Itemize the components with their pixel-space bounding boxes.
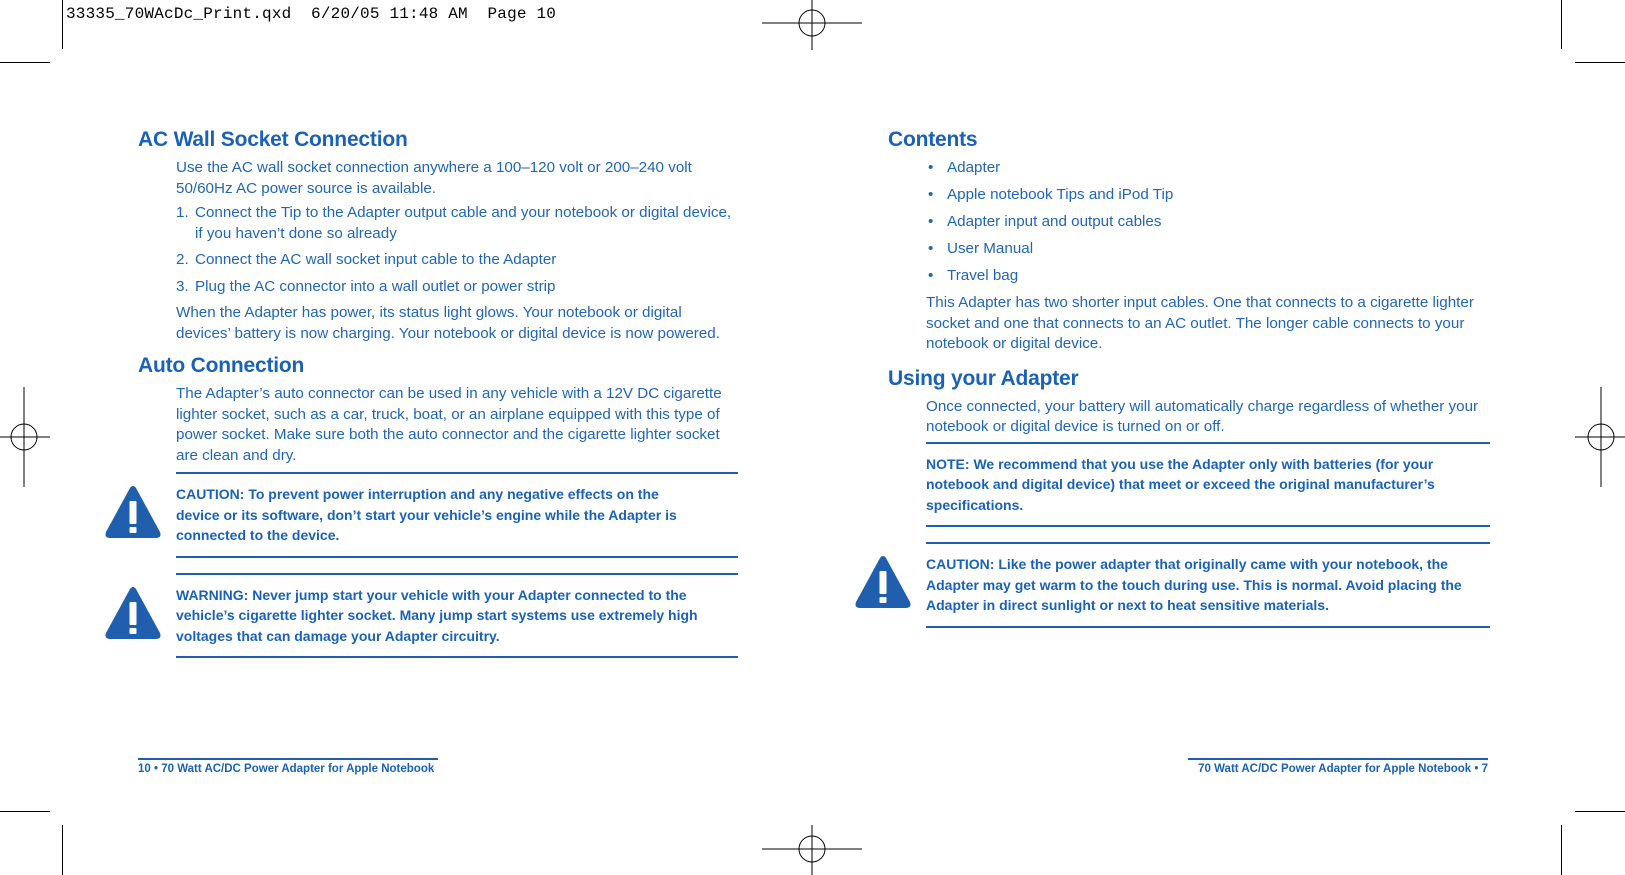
note-notice: NOTE: We recommend that you use the Adapter only with batteries (for your notebook and digital device) that meet or exceed the original manufacturer’s specifications. [926, 442, 1490, 528]
crop-mark [1575, 811, 1625, 812]
ac-result-text: When the Adapter has power, its status light glows. Your notebook or digital devices’ battery is now charging. Your notebook or digital device is now powered. [176, 304, 720, 342]
crop-mark [1561, 0, 1562, 49]
list-item: • Adapter input and output cables [928, 213, 1162, 230]
using-adapter-heading: Using your Adapter [888, 366, 1079, 390]
using-text: Once connected, your battery will automatically charge regardless of whether your notebook or digital device is turned on or off. [926, 397, 1479, 435]
list-item: 2. Connect the AC wall socket input cable to the Adapter [176, 251, 557, 268]
caution-notice: CAUTION: Like the power adapter that originally came with your notebook, the Adapter may get warm to the touch during use. This is normal. Avoid placing the Adapter in direct sunlight or next to heat sensitive materials. [926, 542, 1490, 628]
ac-wall-heading: AC Wall Socket Connection [138, 128, 408, 151]
list-item: 3. Plug the AC connector into a wall outlet or power strip [176, 277, 556, 295]
list-item: • Travel bag [928, 267, 1019, 284]
right-page [888, 128, 1490, 628]
list-item: 1. Connect the Tip to the Adapter output cable and your notebook or digital device, if you haven’t done so already [176, 204, 732, 242]
exclamation-triangle-icon [104, 484, 162, 540]
registration-mark-icon [0, 387, 50, 487]
registration-mark-icon [762, 0, 862, 50]
crop-mark [0, 62, 50, 63]
list-item: • Apple notebook Tips and iPod Tip [928, 186, 1174, 203]
list-item: • User Manual [928, 240, 1034, 257]
auto-connection-heading: Auto Connection [138, 354, 305, 377]
ac-intro-text: Use the AC wall socket connection anywhere a 100–120 volt or 200–240 volt 50/60Hz AC power source is available. [176, 159, 692, 197]
exclamation-triangle-icon [104, 585, 162, 641]
registration-mark-icon [1575, 387, 1625, 487]
right-footer: 70 Watt AC/DC Power Adapter for Apple Notebook • 7 [1188, 758, 1488, 775]
registration-mark-icon [762, 825, 862, 875]
crop-mark [0, 811, 50, 812]
crop-mark [1561, 825, 1562, 875]
left-footer: 10 • 70 Watt AC/DC Power Adapter for Apple Notebook [138, 758, 438, 775]
crop-mark [62, 0, 63, 49]
crop-mark [62, 825, 63, 875]
print-slug: 33335_70WAcDc_Print.qxd 6/20/05 11:48 AM Page 10 [66, 5, 557, 23]
contents-heading: Contents [888, 128, 978, 151]
caution-notice: CAUTION: To prevent power interruption and any negative effects on the device or its software, don’t start your vehicle’s engine while the Adapter is connected to the device. [176, 472, 738, 558]
crop-mark [1575, 62, 1625, 63]
left-page [138, 128, 738, 658]
contents-list [926, 158, 1490, 293]
warning-notice: WARNING: Never jump start your vehicle with your Adapter connected to the vehicle’s cigarette lighter socket. Many jump start systems use extremely high voltages that can damage your Adapter circuitry. [176, 573, 738, 659]
auto-text: The Adapter’s auto connector can be used in any vehicle with a 12V DC cigarette lighter socket, such as a car, truck, boat, or an airplane equipped with this type of power socket. Make sure both the auto connector and the cigarette lighter socket are clean and dry. [176, 385, 722, 464]
contents-text: This Adapter has two shorter input cables. One that connects to a cigarette lighter socket and one that connects to an AC outlet. The longer cable connects to your notebook or digital device. [926, 294, 1474, 352]
list-item: • Adapter [928, 159, 1001, 176]
steps-list [176, 203, 738, 297]
exclamation-triangle-icon [854, 554, 912, 610]
